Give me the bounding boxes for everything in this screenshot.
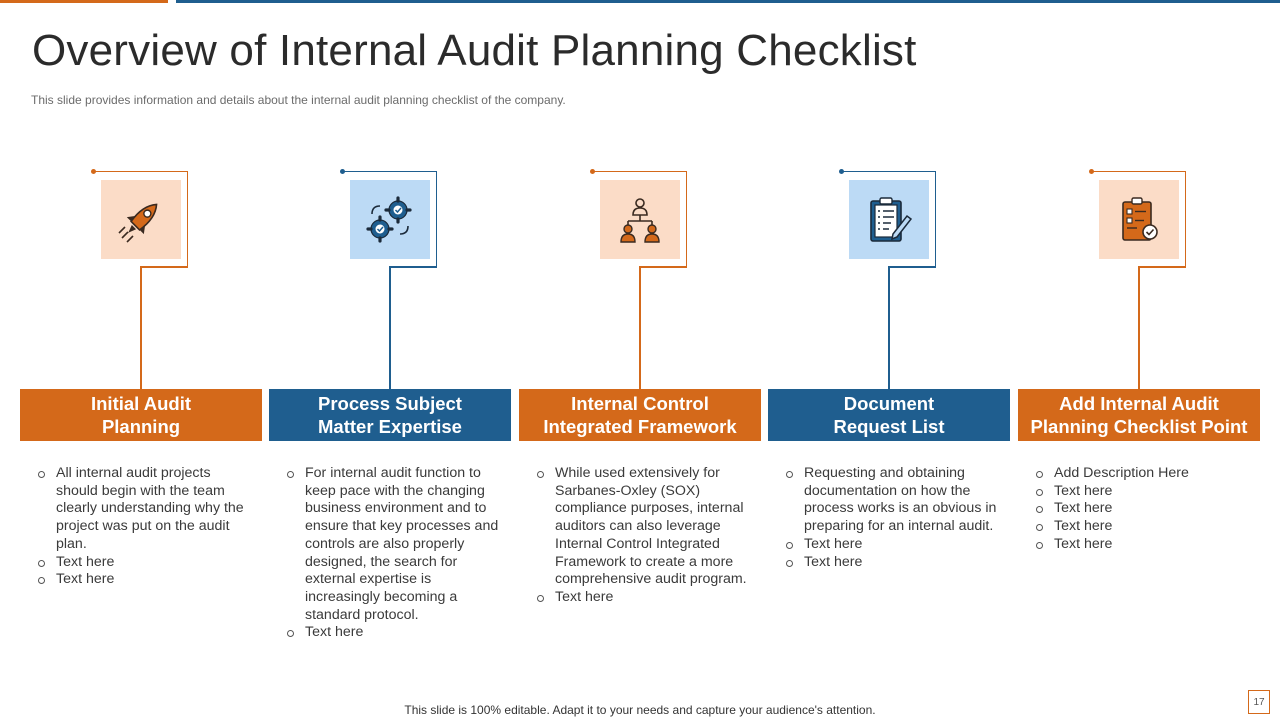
list-item: Text here [784,554,1004,572]
connector-line [1138,267,1140,389]
column-header: Internal Control Integrated Framework [519,389,761,441]
list-item: Text here [36,554,256,572]
list-item: Text here [784,536,1004,554]
gears-icon [364,194,416,246]
checklist-icon [1113,194,1165,246]
clipboard-pencil-icon [863,194,915,246]
list-item: Add Description Here [1034,465,1254,483]
frame-dot [590,169,595,174]
list-item: Text here [535,589,755,607]
connector-line [389,267,391,389]
column-header: Document Request List [768,389,1010,441]
list-item: Requesting and obtaining documentation on how the process works is an obvious in preparing for an internal audit. [784,465,1004,536]
column-document-request-list [768,160,1010,660]
connector-line [140,266,188,268]
connector-line [1138,266,1186,268]
column-header: Initial Audit Planning [20,389,262,441]
icon-box [600,180,680,259]
bullet-list [535,465,755,607]
connector-line [639,266,687,268]
column-process-subject-matter-expertise [269,160,511,660]
connector-line [888,266,936,268]
list-item: While used extensively for Sarbanes-Oxley (SOX) compliance purposes, internal auditors can also leverage Internal Control Integrated Framework to create a more comprehensive audit program. [535,465,755,589]
icon-box [1099,180,1179,259]
bullet-list [36,465,256,589]
frame-dot [340,169,345,174]
list-item: Text here [1034,536,1254,554]
frame-dot [91,169,96,174]
top-accent-bar-orange [0,0,168,3]
list-item: Text here [1034,500,1254,518]
icon-box [350,180,430,259]
column-initial-audit-planning [20,160,262,660]
frame-dot [839,169,844,174]
page-number: 17 [1248,690,1270,714]
list-item: Text here [285,624,505,642]
slide-footer: This slide is 100% editable. Adapt it to your needs and capture your audience's attention. [404,703,876,717]
list-item: Text here [1034,518,1254,536]
connector-line [888,267,890,389]
column-internal-control-integrated-framework [519,160,761,660]
column-header: Add Internal Audit Planning Checklist Point [1018,389,1260,441]
column-header: Process Subject Matter Expertise [269,389,511,441]
list-item: All internal audit projects should begin with the team clearly understanding why the project was put on the audit plan. [36,465,256,554]
icon-box [101,180,181,259]
list-item: For internal audit function to keep pace with the changing business environment and to ensure that key processes and controls are also properly designed, the search for external expertise is increasingly becoming a standard protocol. [285,465,505,624]
rocket-icon [115,194,167,246]
slide-subtitle: This slide provides information and details about the internal audit planning checklist of the company. [31,93,566,107]
column-add-internal-audit-planning-checklist-point [1018,160,1260,660]
slide-title: Overview of Internal Audit Planning Checklist [32,26,917,75]
connector-line [140,267,142,389]
top-accent-bar-blue [176,0,1280,3]
icon-box [849,180,929,259]
bullet-list [1034,465,1254,554]
list-item: Text here [36,571,256,589]
org-chart-icon [614,194,666,246]
connector-line [389,266,437,268]
connector-line [639,267,641,389]
list-item: Text here [1034,483,1254,501]
bullet-list [784,465,1004,571]
bullet-list [285,465,505,642]
frame-dot [1089,169,1094,174]
